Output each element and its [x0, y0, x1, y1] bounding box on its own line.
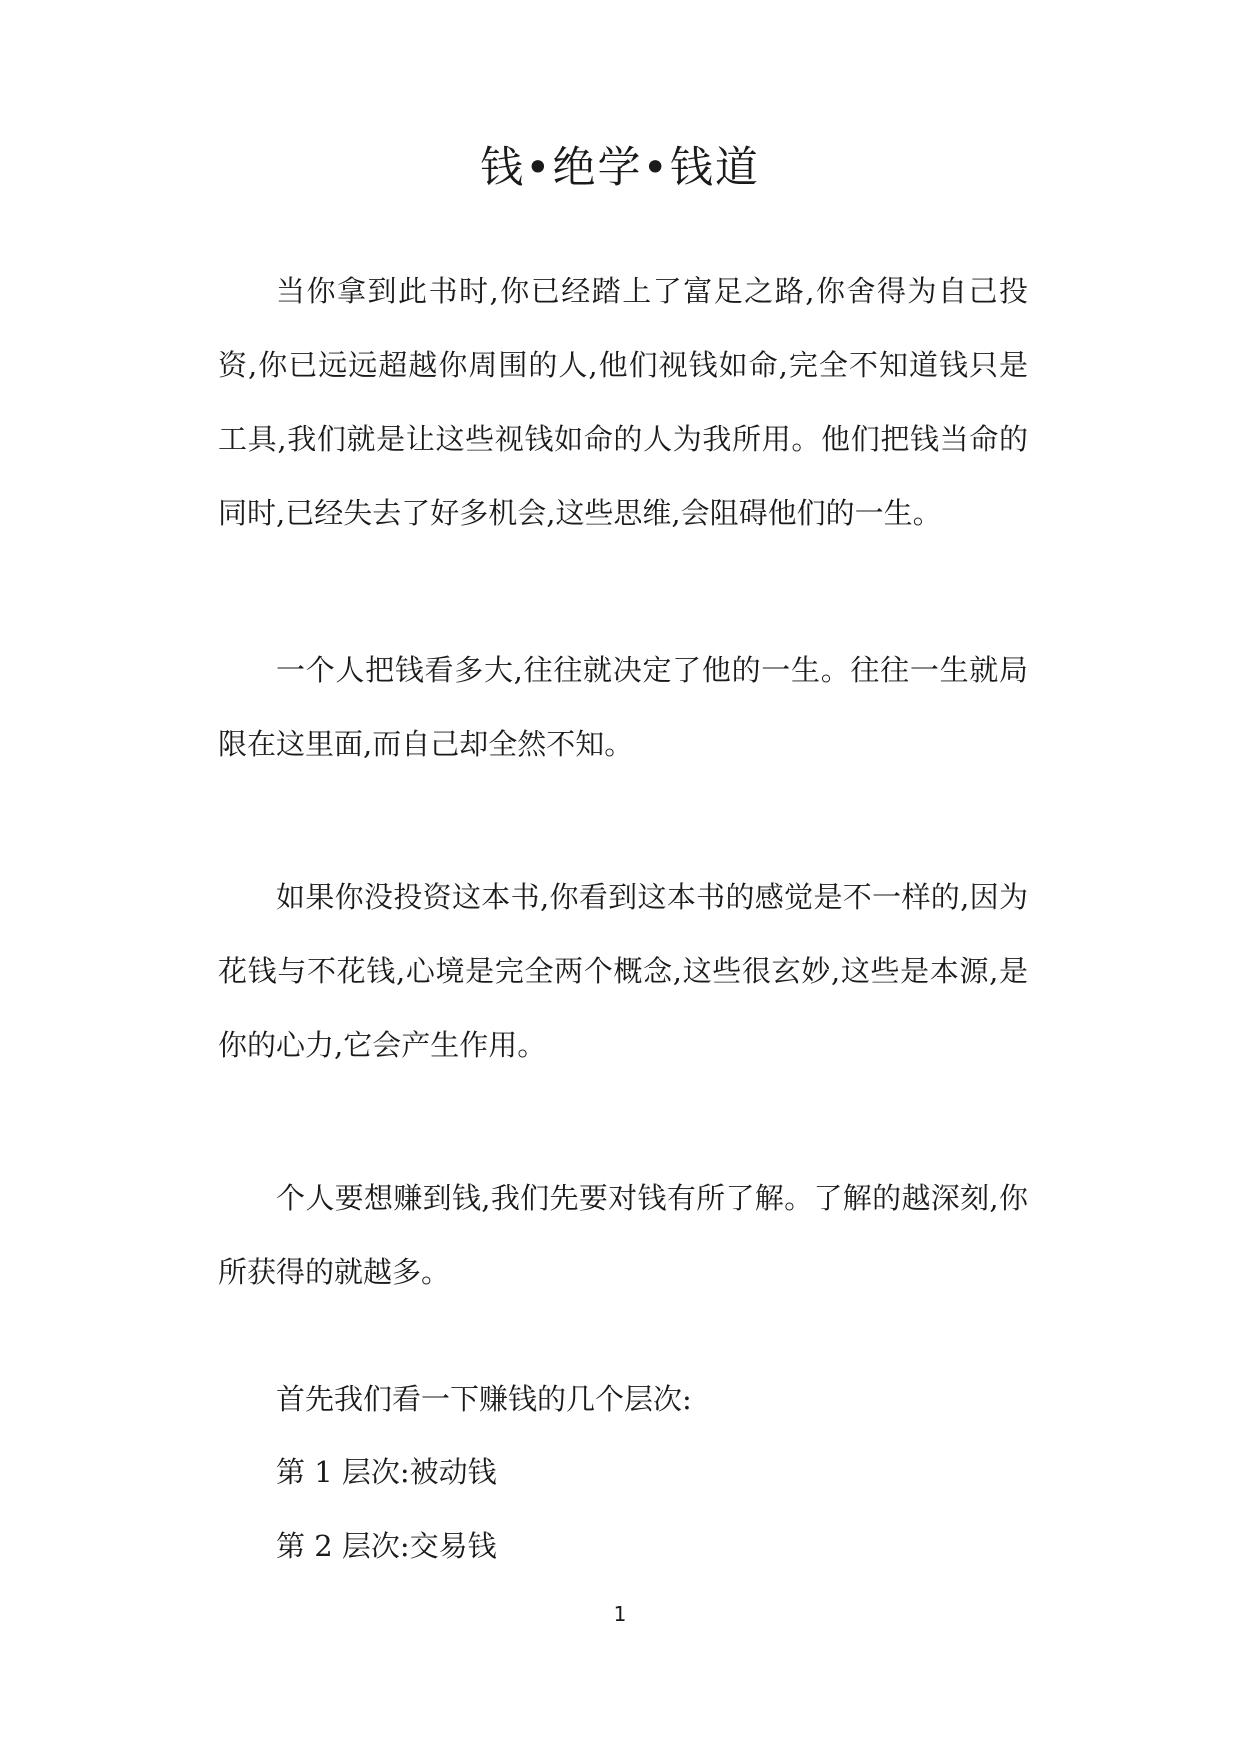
paragraph-1: 当你拿到此书时,你已经踏上了富足之路,你舍得为自己投资,你已远远超越你周围的人,他们视钱如命,完全不知道钱只是工具,我们就是让这些视钱如命的人为我所用。他们把钱当命的同时,已经失去了好多机会,这些思维,会阻碍他们的一生。: [218, 274, 1028, 530]
paragraph-3: 如果你没投资这本书,你看到这本书的感觉是不一样的,因为花钱与不花钱,心境是完全两个概念,这些很玄妙,这些是本源,是你的心力,它会产生作用。: [218, 880, 1028, 1062]
document-title: 钱•绝学•钱道: [480, 143, 760, 193]
list-item-level-1: 第 1 层次:被动钱: [276, 1455, 497, 1489]
page-number: 1: [613, 1602, 627, 1626]
paragraph-2: 一个人把钱看多大,往往就决定了他的一生。往往一生就局限在这里面,而自己却全然不知。: [218, 653, 1028, 761]
paragraph-4: 个人要想赚到钱,我们先要对钱有所了解。了解的越深刻,你所获得的就越多。: [218, 1181, 1028, 1289]
list-item-level-2: 第 2 层次:交易钱: [276, 1529, 497, 1563]
list-intro: 首先我们看一下赚钱的几个层次:: [276, 1382, 692, 1416]
